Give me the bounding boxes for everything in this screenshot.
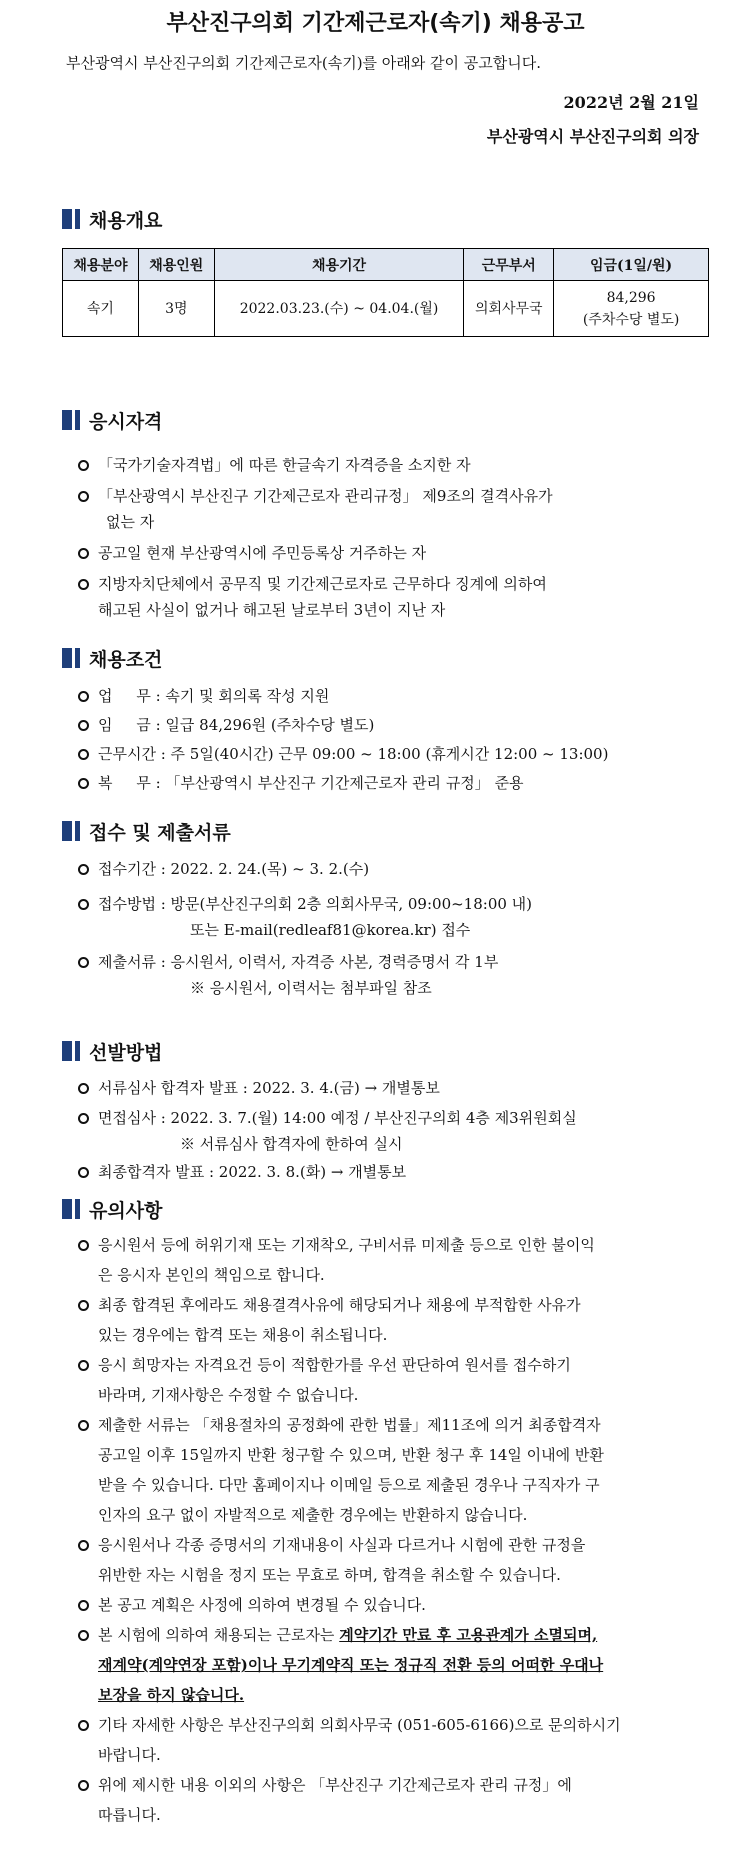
list-item-continuation: ※ 서류심사 합격자에 한하여 실시 xyxy=(180,1135,403,1153)
bullet-icon xyxy=(78,1780,89,1791)
table-header-cell: 채용분야 xyxy=(63,249,139,281)
section-heading-selection: 선발방법 xyxy=(62,1038,162,1064)
table-header-cell: 채용기간 xyxy=(214,249,464,281)
bullet-icon xyxy=(78,579,89,590)
emphasis-text: 보장을 하지 않습니다. xyxy=(98,1686,245,1704)
qualification-list xyxy=(76,452,716,623)
wage-value: 84,296 xyxy=(606,289,656,306)
bullet-icon xyxy=(78,1630,89,1641)
bullet-icon xyxy=(78,1420,89,1431)
bullet-icon xyxy=(78,957,89,968)
bullet-icon xyxy=(78,749,89,760)
list-item: 응시원서 등에 허위기재 또는 기재착오, 구비서류 미제출 등으로 인한 불이익 xyxy=(76,1230,716,1260)
section-heading-application: 접수 및 제출서류 xyxy=(62,818,231,844)
bullet-icon xyxy=(78,1113,89,1124)
bullet-icon xyxy=(78,491,89,502)
list-item-continuation: 없는 자 xyxy=(106,513,155,531)
section-marker-icon xyxy=(62,209,80,229)
bullet-icon xyxy=(78,1600,89,1611)
section-marker-icon xyxy=(62,410,80,430)
list-item-continuation: 또는 E-mail(redleaf81@korea.kr) 접수 xyxy=(190,921,471,939)
list-item: 「부산광역시 부산진구 기간제근로자 관리규정」 제9조의 결격사유가 xyxy=(76,483,716,509)
selection-list xyxy=(76,1075,716,1185)
list-item: 최종합격자 발표 : 2022. 3. 8.(화) → 개별통보 xyxy=(76,1159,716,1185)
list-item-continuation: 은 응시자 본인의 책임으로 합니다. xyxy=(98,1266,325,1284)
list-item-continuation: 받을 수 있습니다. 다만 홈페이지나 이메일 등으로 제출된 경우나 구직자가 구 xyxy=(98,1476,600,1494)
page-title: 부산진구의회 기간제근로자(속기) 채용공고 xyxy=(166,11,585,36)
bullet-icon xyxy=(78,864,89,875)
bullet-icon xyxy=(78,548,89,559)
overview-table xyxy=(62,248,709,337)
list-item: 공고일 현재 부산광역시에 주민등록상 거주하는 자 xyxy=(76,540,716,566)
list-item: 면접심사 : 2022. 3. 7.(월) 14:00 예정 / 부산진구의회 4층 제3위원회실 xyxy=(76,1105,716,1131)
list-item: 응시원서나 각종 증명서의 기재내용이 사실과 다르거나 시험에 관한 규정을 xyxy=(76,1530,716,1560)
list-item-continuation: 위반한 자는 시험을 정지 또는 무효로 하며, 합격을 취소할 수 있습니다. xyxy=(98,1566,561,1584)
list-item: 제출서류 : 응시원서, 이력서, 자격증 사본, 경력증명서 각 1부 xyxy=(76,949,716,975)
list-item-continuation: 따릅니다. xyxy=(98,1806,161,1824)
list-item: 임 금 : 일급 84,296원 (주차수당 별도) xyxy=(76,712,716,738)
bullet-icon xyxy=(78,1300,89,1311)
table-header-cell: 채용인원 xyxy=(138,249,214,281)
emphasis-text: 재계약(계약연장 포함)이나 무기계약직 또는 정규직 전환 등의 어떠한 우대나 xyxy=(98,1656,604,1674)
wage-note: (주차수당 별도) xyxy=(582,311,680,328)
list-item: 위에 제시한 내용 이외의 사항은 「부산진구 기간제근로자 관리 규정」에 xyxy=(76,1770,716,1800)
table-header-cell: 임금(1일/원) xyxy=(554,249,709,281)
bullet-icon xyxy=(78,460,89,471)
table-row xyxy=(63,281,709,337)
section-heading-overview: 채용개요 xyxy=(62,206,162,232)
bullet-icon xyxy=(78,1360,89,1371)
list-item: 본 공고 계획은 사정에 의하여 변경될 수 있습니다. xyxy=(76,1590,716,1620)
list-item: 서류심사 합격자 발표 : 2022. 3. 4.(금) → 개별통보 xyxy=(76,1075,716,1101)
bullet-icon xyxy=(78,1167,89,1178)
emphasis-text: 계약기간 만료 후 고용관계가 소멸되며, xyxy=(339,1626,598,1644)
table-header-cell: 근무부서 xyxy=(464,249,554,281)
table-header-row xyxy=(63,249,709,281)
notice-issuer: 부산광역시 부산진구의회 의장 xyxy=(486,127,699,146)
list-item: 최종 합격된 후에라도 채용결격사유에 해당되거나 채용에 부적합한 사유가 xyxy=(76,1290,716,1320)
application-list xyxy=(76,856,716,1001)
list-item: 기타 자세한 사항은 부산진구의회 의회사무국 (051-605-6166)으로 문의하시기 xyxy=(76,1710,716,1740)
section-heading-conditions: 채용조건 xyxy=(62,645,162,671)
table-cell: 의회사무국 xyxy=(464,281,554,337)
bullet-icon xyxy=(78,720,89,731)
table-cell: 속기 xyxy=(63,281,139,337)
conditions-list xyxy=(76,683,716,796)
notes-list xyxy=(76,1230,716,1830)
bullet-icon xyxy=(78,1720,89,1731)
bullet-icon xyxy=(78,899,89,910)
bullet-icon xyxy=(78,1540,89,1551)
list-item: 복 무 : 「부산광역시 부산진구 기간제근로자 관리 규정」 준용 xyxy=(76,770,716,796)
section-marker-icon xyxy=(62,821,80,841)
list-item-continuation: ※ 응시원서, 이력서는 첨부파일 참조 xyxy=(190,979,432,997)
list-item: 본 시험에 의하여 채용되는 근로자는 계약기간 만료 후 고용관계가 소멸되며, xyxy=(76,1620,716,1650)
section-marker-icon xyxy=(62,1041,80,1061)
section-marker-icon xyxy=(62,1199,80,1219)
list-item-continuation: 공고일 이후 15일까지 반환 청구할 수 있으며, 반환 청구 후 14일 이내에 반환 xyxy=(98,1446,604,1464)
table-cell xyxy=(554,281,709,337)
table-cell: 2022.03.23.(수) ~ 04.04.(월) xyxy=(214,281,464,337)
section-marker-icon xyxy=(62,648,80,668)
notice-date: 2022년 2월 21일 xyxy=(563,93,699,112)
section-heading-notes: 유의사항 xyxy=(62,1196,162,1222)
list-item: 「국가기술자격법」에 따른 한글속기 자격증을 소지한 자 xyxy=(76,452,716,478)
list-item: 접수방법 : 방문(부산진구의회 2층 의회사무국, 09:00~18:00 내) xyxy=(76,891,716,917)
table-cell: 3명 xyxy=(138,281,214,337)
bullet-icon xyxy=(78,1083,89,1094)
list-item: 제출한 서류는 「채용절차의 공정화에 관한 법률」제11조에 의거 최종합격자 xyxy=(76,1410,716,1440)
bullet-icon xyxy=(78,691,89,702)
list-item: 업 무 : 속기 및 회의록 작성 지원 xyxy=(76,683,716,709)
intro-text: 부산광역시 부산진구의회 기간제근로자(속기)를 아래와 같이 공고합니다. xyxy=(66,54,542,72)
bullet-icon xyxy=(78,778,89,789)
list-item: 근무시간 : 주 5일(40시간) 근무 09:00 ~ 18:00 (휴게시간 12:00 ~ 13:00) xyxy=(76,741,716,767)
list-item-continuation: 해고된 사실이 없거나 해고된 날로부터 3년이 지난 자 xyxy=(98,601,446,619)
bullet-icon xyxy=(78,1240,89,1251)
list-item-continuation: 인자의 요구 없이 자발적으로 제출한 경우에는 반환하지 않습니다. xyxy=(98,1506,528,1524)
list-item: 지방자치단체에서 공무직 및 기간제근로자로 근무하다 징계에 의하여 xyxy=(76,571,716,597)
list-item-continuation: 바랍니다. xyxy=(98,1746,161,1764)
list-item: 응시 희망자는 자격요건 등이 적합한가를 우선 판단하여 원서를 접수하기 xyxy=(76,1350,716,1380)
list-item-continuation: 있는 경우에는 합격 또는 채용이 취소됩니다. xyxy=(98,1326,388,1344)
section-heading-qualification: 응시자격 xyxy=(62,407,162,433)
list-item-continuation: 바라며, 기재사항은 수정할 수 없습니다. xyxy=(98,1386,359,1404)
list-item: 접수기간 : 2022. 2. 24.(목) ~ 3. 2.(수) xyxy=(76,856,716,882)
